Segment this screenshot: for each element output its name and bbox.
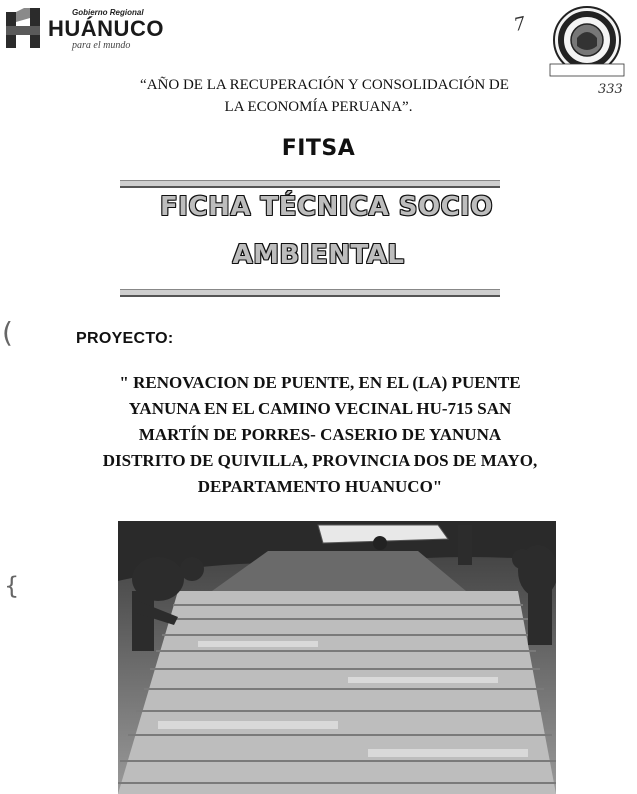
project-description-line: DISTRITO DE QUIVILLA, PROVINCIA DOS DE MAYO, xyxy=(102,451,538,470)
scan-margin-mark-icon: { xyxy=(4,572,20,600)
title-divider-bottom xyxy=(120,289,500,297)
document-acronym: FITSA xyxy=(281,136,356,161)
page-number: 333 xyxy=(598,82,623,97)
project-description-line: " RENOVACION DE PUENTE, EN EL (LA) PUENTE xyxy=(119,373,521,392)
regional-government-logo xyxy=(4,4,164,52)
seal-emblem-icon xyxy=(544,4,630,80)
document-title-line-1: FICHA TÉCNICA SOCIO xyxy=(160,192,493,222)
project-description-line: DEPARTAMENTO HUANUCO" xyxy=(197,477,443,496)
project-label: PROYECTO: xyxy=(76,330,174,347)
logo-tagline: para el mundo xyxy=(72,40,131,51)
bridge-photo-image xyxy=(118,521,556,794)
project-description-line: YANUNA EN EL CAMINO VECINAL HU-715 SAN xyxy=(128,399,512,418)
logo-name: HUÁNUCO xyxy=(48,16,164,41)
project-description-line: MARTÍN DE PORRES- CASERIO DE YANUNA xyxy=(138,425,502,444)
year-motto xyxy=(0,74,637,118)
municipal-seal xyxy=(544,4,630,80)
handwritten-mark: 7 xyxy=(511,13,528,36)
motto-line-2: LA ECONOMÍA PERUANA”. xyxy=(224,99,413,115)
motto-line-1: “AÑO DE LA RECUPERACIÓN Y CONSOLIDACIÓN DE xyxy=(140,77,509,93)
scan-margin-mark-icon: ( xyxy=(2,316,13,349)
government-label: Gobierno Regional xyxy=(72,8,144,17)
huanuco-h-logo-icon xyxy=(4,6,44,50)
title-divider-top xyxy=(120,180,500,188)
project-description xyxy=(60,370,580,500)
bridge-construction-photo xyxy=(118,521,556,794)
document-title-line-2: AMBIENTAL xyxy=(232,240,405,270)
